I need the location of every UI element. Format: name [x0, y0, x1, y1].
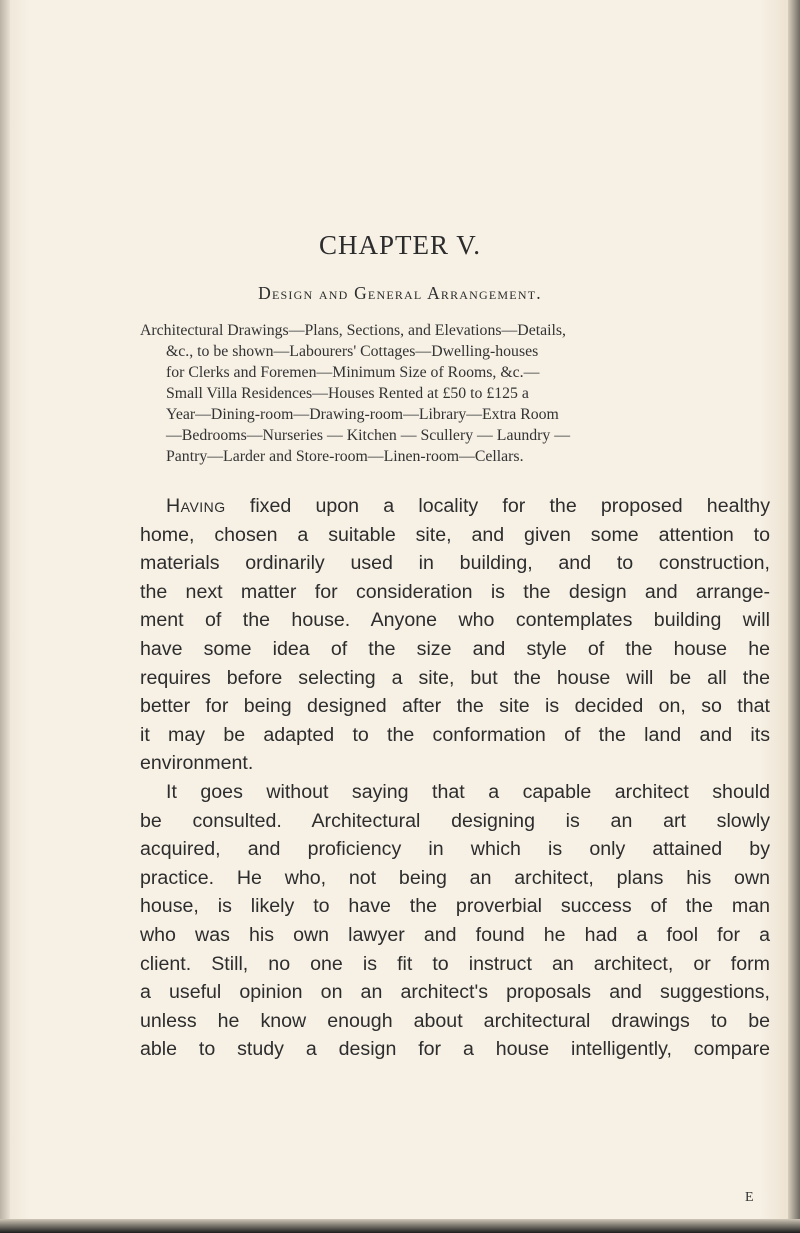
- body-text: [140, 492, 770, 1064]
- page-right-edge: [788, 0, 800, 1233]
- text-line: practice. He who, not being an architect, plans his own: [140, 866, 770, 889]
- first-line-rest: fixed upon a locality for the proposed healthy: [225, 495, 770, 517]
- synopsis-line: Pantry—Larder and Store-room—Linen-room—Cellars.: [166, 448, 524, 465]
- synopsis-line: Year—Dining-room—Drawing-room—Library—Extra Room: [166, 406, 559, 423]
- text-line: the next matter for consideration is the design and arrange-: [140, 580, 770, 603]
- section-heading: Design and General Arrangement.: [258, 283, 542, 303]
- text-line: requires before selecting a site, but the house will be all the: [140, 666, 770, 689]
- text-line: acquired, and proficiency in which is only attained by: [140, 838, 770, 861]
- synopsis-line: Small Villa Residences—Houses Rented at £50 to £125 a: [166, 385, 529, 402]
- text-line: client. Still, no one is fit to instruct an architect, or form: [140, 952, 770, 975]
- synopsis-line: &c., to be shown—Labourers' Cottages—Dwelling-houses: [166, 343, 539, 360]
- synopsis-line: Architectural Drawings—Plans, Sections, and Elevations—Details,: [140, 322, 566, 339]
- text-line: have some idea of the size and style of the house he: [140, 637, 770, 660]
- text-line: environment.: [140, 752, 254, 775]
- synopsis-line: —Bedrooms—Nurseries — Kitchen — Scullery — Laundry —: [166, 427, 571, 444]
- synopsis-line: for Clerks and Foremen—Minimum Size of Rooms, &c.—: [166, 364, 540, 381]
- text-line: materials ordinarily used in building, and to construction,: [140, 552, 770, 575]
- text-line: a useful opinion on an architect's proposals and suggestions,: [140, 981, 770, 1004]
- text-line: who was his own lawyer and found he had a fool for a: [140, 923, 770, 946]
- text-line: unless he know enough about architectural drawings to be: [140, 1009, 770, 1032]
- text-line: able to study a design for a house intelligently, compare: [140, 1038, 770, 1061]
- text-line: home, chosen a suitable site, and given some attention to: [140, 523, 770, 546]
- drop-word: Having: [166, 495, 226, 517]
- chapter-heading: CHAPTER V.: [318, 230, 482, 260]
- text-line: house, is likely to have the proverbial success of the man: [140, 895, 770, 918]
- text-line: be consulted. Architectural designing is an art slowly: [140, 809, 770, 832]
- page-left-edge: [0, 0, 10, 1233]
- text-line: better for being designed after the site is decided on, so that: [140, 695, 770, 718]
- text-line: ment of the house. Anyone who contemplates building will: [140, 609, 770, 632]
- paragraph-first-line: [140, 492, 770, 521]
- signature-mark: E: [745, 1190, 754, 1205]
- text-line: it may be adapted to the conformation of the land and its: [140, 723, 770, 746]
- page-bottom-edge: [0, 1219, 800, 1233]
- chapter-synopsis: [140, 320, 770, 467]
- text-line: It goes without saying that a capable architect should: [166, 780, 770, 803]
